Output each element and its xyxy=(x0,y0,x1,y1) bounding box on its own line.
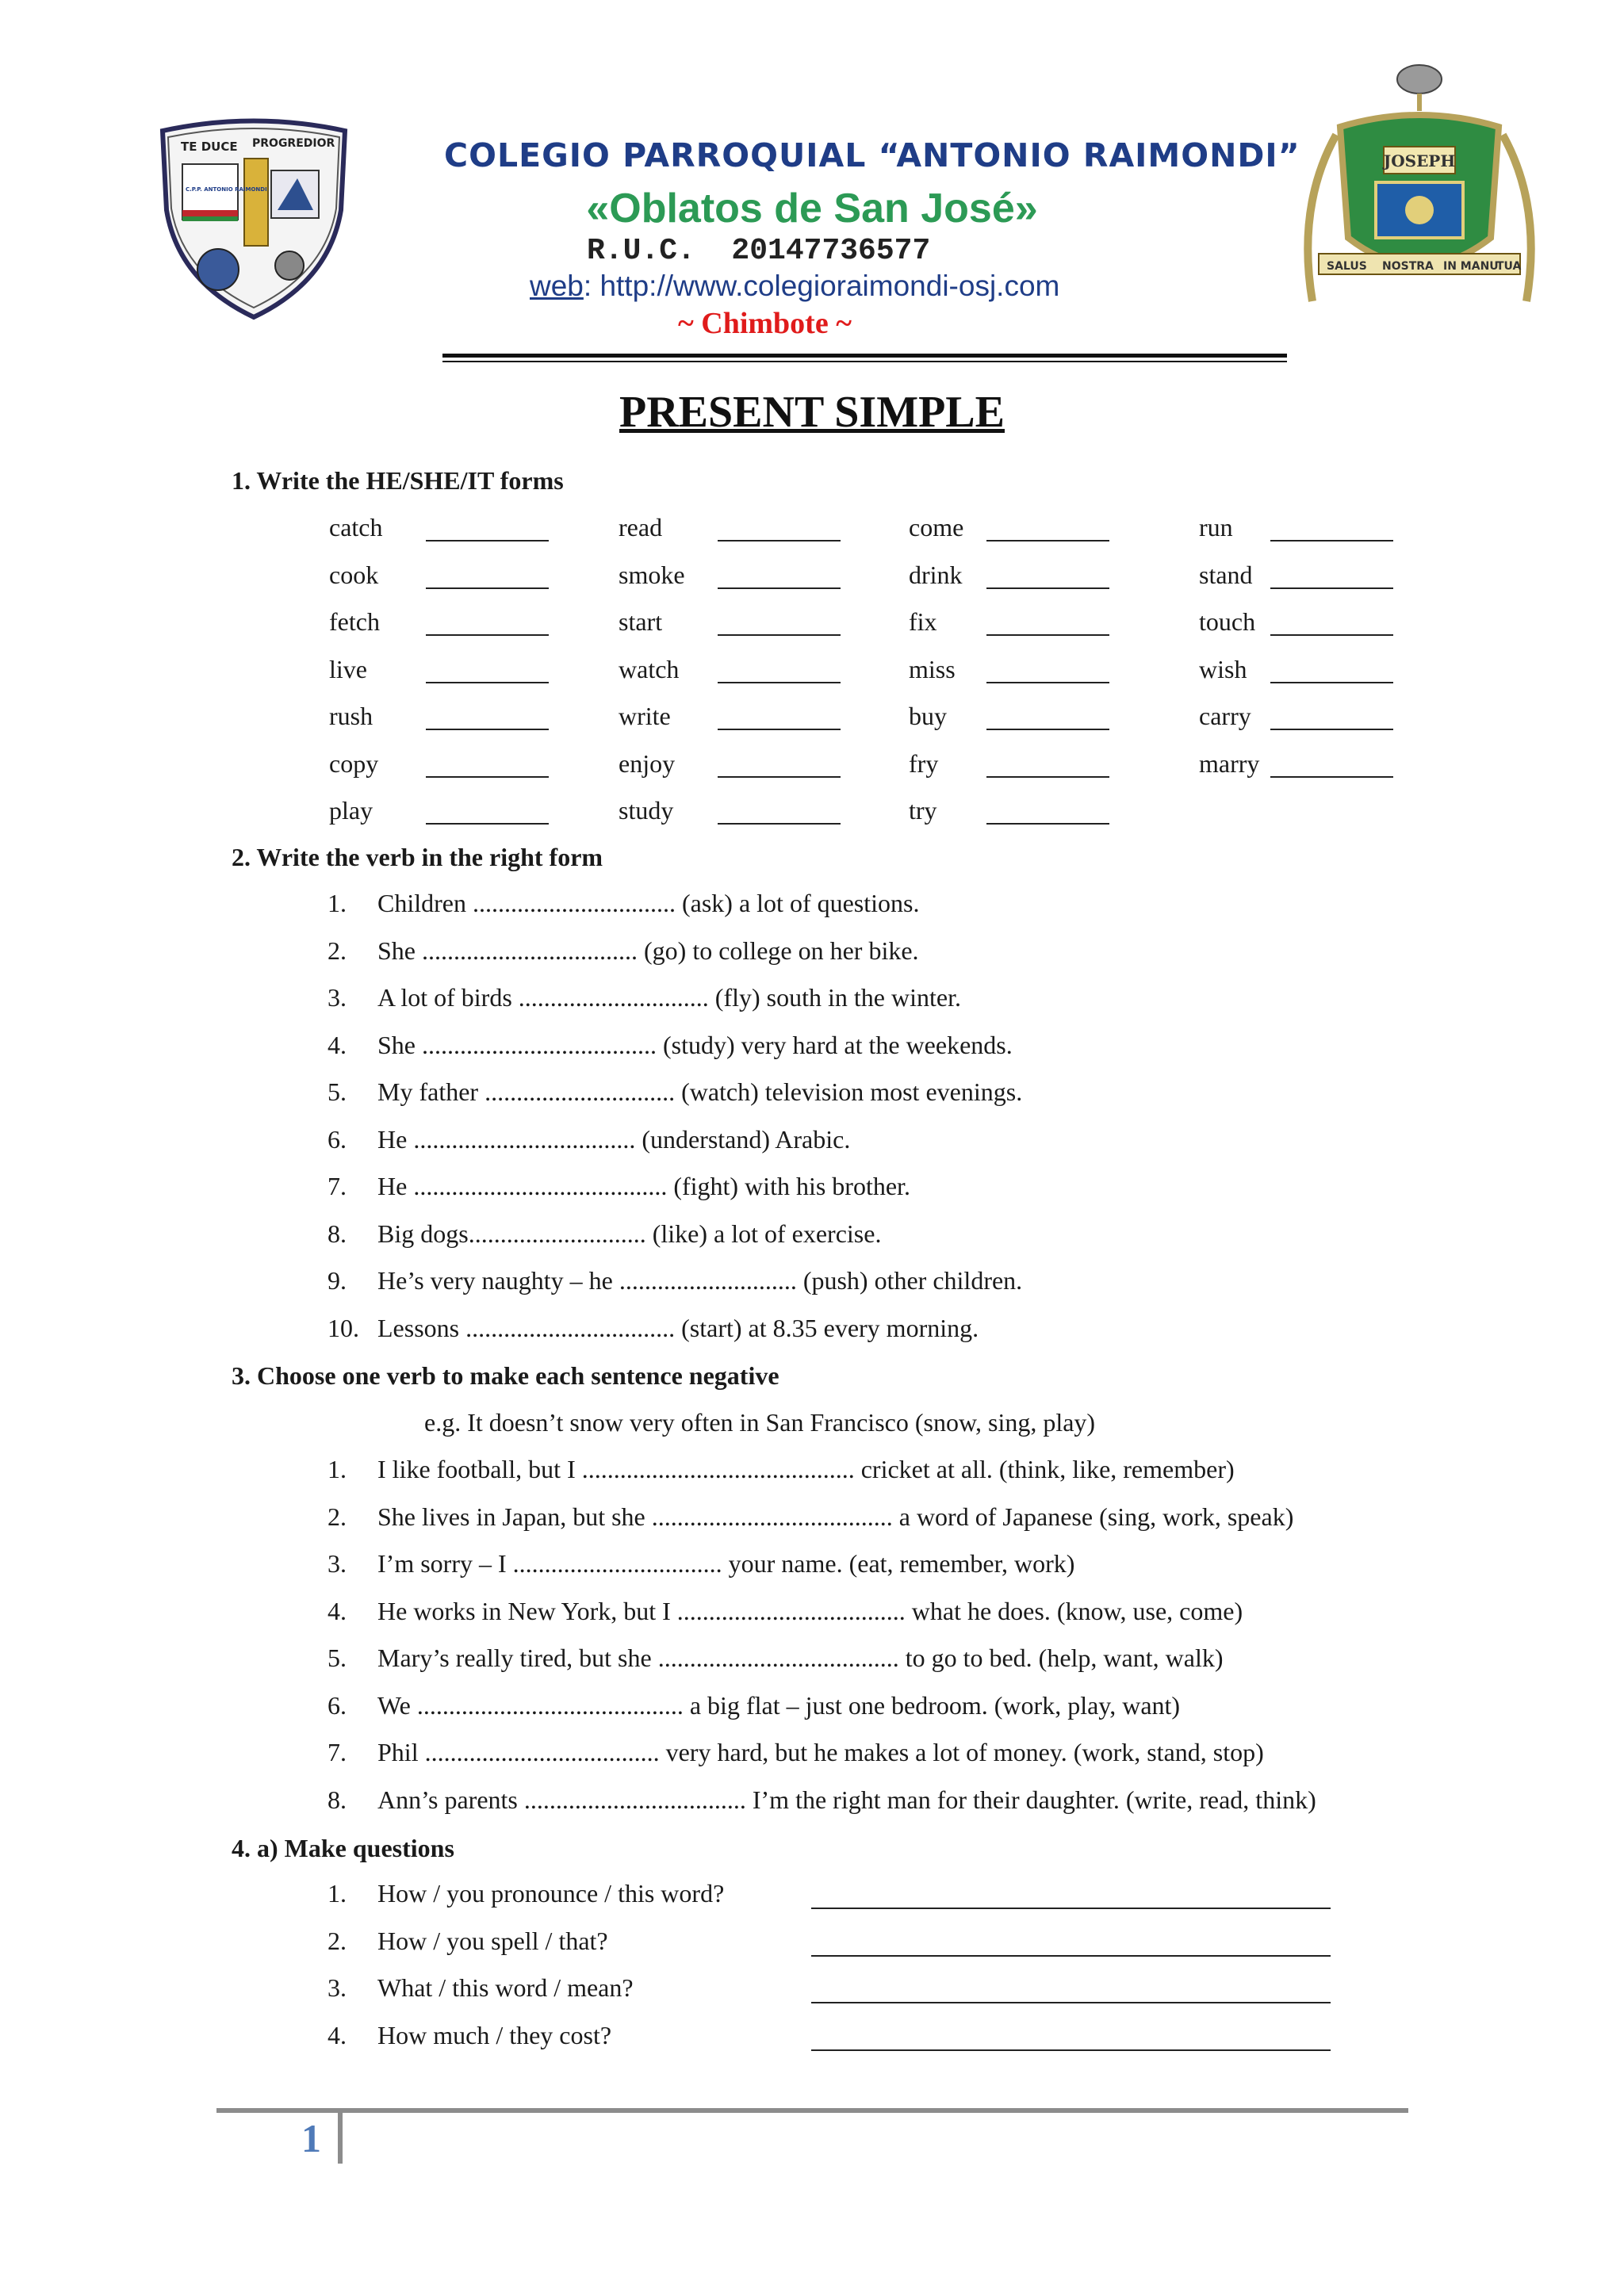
exercise-sentence: How / you pronounce / this word? xyxy=(377,1879,725,1908)
section-4-heading: 4. a) Make questions xyxy=(232,1834,454,1862)
verb-word: write xyxy=(619,702,671,730)
item-number: 2. xyxy=(327,936,347,965)
verb-word: fix xyxy=(909,607,937,636)
negative-example: e.g. It doesn’t snow very often in San Francisco (snow, sing, play) xyxy=(424,1408,1096,1437)
ruc-number: R.U.C. 20147736577 xyxy=(587,234,931,268)
item-number: 7. xyxy=(327,1172,347,1200)
shield-school-initials: C.P.P. ANTONIO RAIMONDI xyxy=(186,186,267,193)
item-number: 3. xyxy=(327,1549,347,1578)
item-number: 4. xyxy=(327,1030,347,1059)
answer-line[interactable] xyxy=(811,1908,1331,1909)
congregation-name: «Oblatos de San José» xyxy=(586,186,1038,232)
exercise-sentence: Phil ..................................... very hard, but he makes a lot of money. (work, stand, stop) xyxy=(377,1738,1264,1766)
answer-blank[interactable] xyxy=(986,587,1109,589)
exercise-sentence: Big dogs............................ (like) a lot of exercise. xyxy=(377,1219,882,1248)
exercise-sentence: Children ................................ (ask) a lot of questions. xyxy=(377,889,920,917)
exercise-sentence: Lessons ................................. (start) at 8.35 every morning. xyxy=(377,1313,979,1342)
crest-motto-2: NOSTRA xyxy=(1382,260,1434,273)
item-number: 2. xyxy=(327,1926,347,1955)
verb-word: buy xyxy=(909,702,947,730)
answer-line[interactable] xyxy=(811,1955,1331,1957)
verb-word: cook xyxy=(329,560,379,589)
exercise-sentence: Ann’s parents ................................... I’m the right man for their daughter. (write, read, think) xyxy=(377,1785,1316,1814)
page-number: 1 xyxy=(301,2116,321,2160)
verb-word: marry xyxy=(1199,748,1260,778)
answer-blank[interactable] xyxy=(426,823,549,825)
exercise-sentence: What / this word / mean? xyxy=(377,1973,634,2002)
verb-word: drink xyxy=(909,560,963,589)
item-number: 8. xyxy=(327,1219,347,1248)
exercise-sentence: He ................................... (understand) Arabic. xyxy=(377,1124,851,1154)
exercise-sentence: He’s very naughty – he ............................ (push) other children. xyxy=(377,1266,1023,1295)
answer-blank[interactable] xyxy=(718,776,841,778)
answer-blank[interactable] xyxy=(718,682,841,683)
exercise-sentence: A lot of birds .............................. (fly) south in the winter. xyxy=(377,983,961,1012)
website-url: : http://www.colegioraimondi-osj.com xyxy=(583,270,1060,302)
exercise-sentence: She lives in Japan, but she ...................................... a word of Japanese (sing, work, speak) xyxy=(377,1502,1294,1531)
answer-line[interactable] xyxy=(811,2049,1331,2051)
crest-name: JOSEPH xyxy=(1383,151,1456,170)
item-number: 1. xyxy=(327,889,347,917)
website-label: web xyxy=(530,270,584,302)
verb-word: read xyxy=(619,513,663,541)
answer-blank[interactable] xyxy=(426,729,549,730)
exercise-sentence: How / you spell / that? xyxy=(377,1926,608,1955)
exercise-sentence: He works in New York, but I .................................... what he does. (know, use, come) xyxy=(377,1596,1243,1625)
exercise-sentence: She ..................................... (study) very hard at the weekends. xyxy=(377,1030,1013,1059)
item-number: 4. xyxy=(327,2020,347,2049)
item-number: 5. xyxy=(327,1077,347,1106)
answer-blank[interactable] xyxy=(718,540,841,541)
item-number: 10. xyxy=(327,1313,359,1342)
answer-blank[interactable] xyxy=(426,634,549,636)
crest-motto-1: SALUS xyxy=(1327,260,1367,273)
section-2-heading: 2. Write the verb in the right form xyxy=(232,843,603,871)
website[interactable] xyxy=(530,270,1059,303)
answer-blank[interactable] xyxy=(1270,729,1393,730)
header-divider xyxy=(442,354,1287,362)
verb-word: try xyxy=(909,796,937,825)
item-number: 5. xyxy=(327,1644,347,1672)
answer-line[interactable] xyxy=(811,2002,1331,2003)
answer-blank[interactable] xyxy=(718,823,841,825)
verb-word: fry xyxy=(909,748,939,778)
crest-motto-3: IN MANU xyxy=(1443,260,1499,273)
verb-word: enjoy xyxy=(619,748,676,778)
item-number: 2. xyxy=(327,1502,347,1531)
shield-motto-left: TE DUCE xyxy=(181,140,238,154)
answer-blank[interactable] xyxy=(718,587,841,589)
exercise-sentence: My father .............................. (watch) television most evenings. xyxy=(377,1077,1023,1106)
answer-blank[interactable] xyxy=(986,776,1109,778)
exercise-sentence: Mary’s really tired, but she ...................................... to go to bed. (help, want, walk) xyxy=(377,1644,1224,1672)
answer-blank[interactable] xyxy=(1270,776,1393,778)
verb-word: stand xyxy=(1199,560,1253,589)
exercise-sentence: She .................................. (go) to college on her bike. xyxy=(377,936,919,965)
exercise-sentence: He ........................................ (fight) with his brother. xyxy=(377,1172,910,1200)
answer-blank[interactable] xyxy=(426,587,549,589)
item-number: 6. xyxy=(327,1124,347,1154)
verb-word: watch xyxy=(619,654,680,683)
item-number: 3. xyxy=(327,983,347,1012)
item-number: 1. xyxy=(327,1879,347,1908)
answer-blank[interactable] xyxy=(986,823,1109,825)
verb-word: smoke xyxy=(619,560,685,589)
answer-blank[interactable] xyxy=(426,540,549,541)
crest-motto-4: TUA xyxy=(1496,260,1522,273)
verb-word: study xyxy=(619,796,674,825)
school-name: COLEGIO PARROQUIAL “ANTONIO RAIMONDI” xyxy=(444,136,1300,174)
answer-blank[interactable] xyxy=(426,682,549,683)
footer-divider xyxy=(216,2108,1408,2113)
item-number: 9. xyxy=(327,1266,347,1295)
answer-blank[interactable] xyxy=(986,540,1109,541)
verb-word: live xyxy=(329,654,367,683)
item-number: 4. xyxy=(327,1596,347,1625)
verb-word: rush xyxy=(329,702,373,730)
item-number: 1. xyxy=(327,1455,347,1483)
verb-word: play xyxy=(329,796,373,825)
answer-blank[interactable] xyxy=(718,634,841,636)
answer-blank[interactable] xyxy=(986,729,1109,730)
exercise-sentence: I’m sorry – I ................................. your name. (eat, remember, work) xyxy=(377,1549,1075,1578)
verb-word: run xyxy=(1199,513,1233,541)
city-name: ~ Chimbote ~ xyxy=(678,307,852,340)
exercise-sentence: How much / they cost? xyxy=(377,2020,612,2049)
verb-word: touch xyxy=(1199,607,1256,636)
verb-word: fetch xyxy=(329,607,380,636)
answer-blank[interactable] xyxy=(1270,634,1393,636)
verb-word: come xyxy=(909,513,964,541)
item-number: 3. xyxy=(327,1973,347,2002)
answer-blank[interactable] xyxy=(1270,682,1393,683)
answer-blank[interactable] xyxy=(426,776,549,778)
item-number: 6. xyxy=(327,1690,347,1720)
shield-motto-right: PROGREDIOR xyxy=(252,137,335,150)
verb-word: copy xyxy=(329,748,379,778)
verb-word: start xyxy=(619,607,663,636)
section-1-heading: 1. Write the HE/SHE/IT forms xyxy=(232,466,564,495)
verb-word: miss xyxy=(909,654,956,683)
verb-word: carry xyxy=(1199,702,1251,730)
exercise-sentence: We .......................................... a big flat – just one bedroom. (work, play, want) xyxy=(377,1690,1181,1720)
answer-blank[interactable] xyxy=(1270,540,1393,541)
answer-blank[interactable] xyxy=(986,682,1109,683)
answer-blank[interactable] xyxy=(986,634,1109,636)
verb-word: catch xyxy=(329,513,383,541)
verb-word: wish xyxy=(1199,654,1247,683)
answer-blank[interactable] xyxy=(718,729,841,730)
section-3-heading: 3. Choose one verb to make each sentence negative xyxy=(232,1361,779,1390)
answer-blank[interactable] xyxy=(1270,587,1393,589)
worksheet-title: PRESENT SIMPLE xyxy=(619,388,1005,437)
footer-bar xyxy=(338,2111,343,2164)
item-number: 8. xyxy=(327,1785,347,1814)
item-number: 7. xyxy=(327,1738,347,1766)
exercise-sentence: I like football, but I ........................................... cricket at all. (think, like, remember) xyxy=(377,1455,1235,1483)
